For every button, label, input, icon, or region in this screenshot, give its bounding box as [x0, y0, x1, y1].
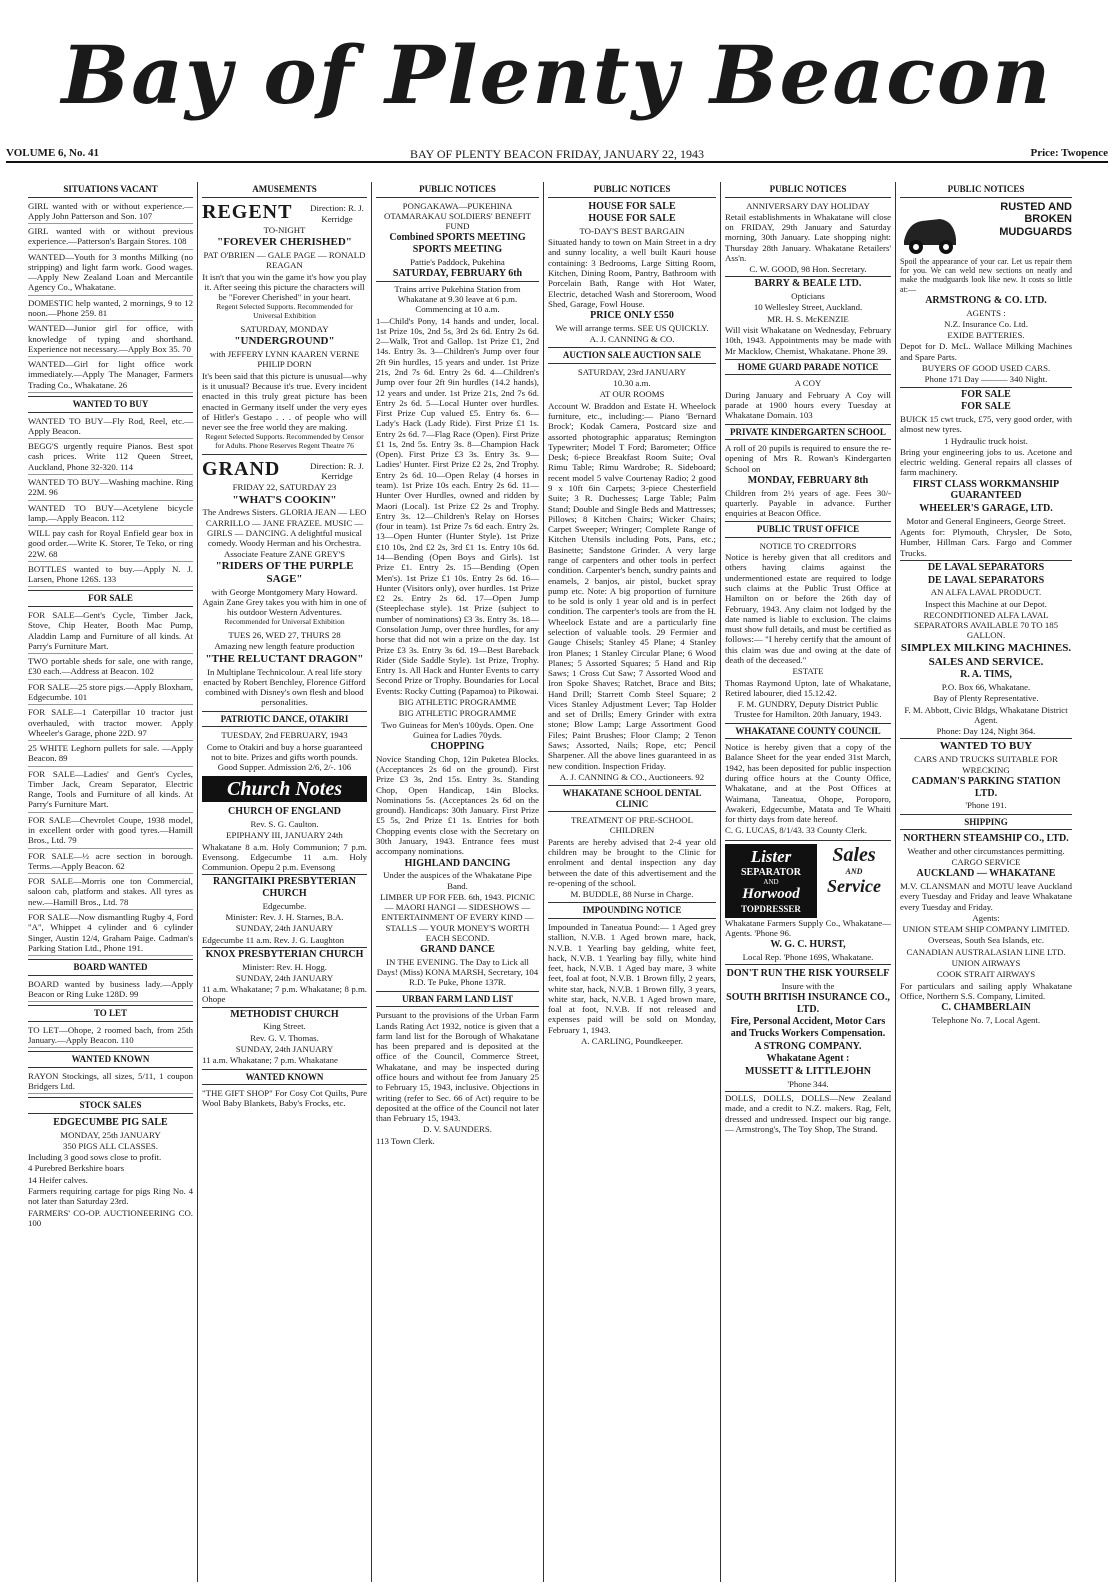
sale-signature: FARMERS' CO-OP. AUCTIONEERING CO. 100	[28, 1207, 193, 1228]
film-title: "FOREVER CHERISHED"	[217, 236, 352, 249]
lister-ad	[725, 840, 891, 918]
classified-ad: WANTED—Junior girl for office, with knowledge of typing and shorthand. Experience not necessary.—Apply Box 35. 70	[28, 323, 193, 357]
column-rule	[720, 182, 721, 1582]
film-text: It's been said that this picture is unusual—why is it unusual? Because it's true. Every incident enacted in this truly great picture has been enacted in Germany itself under the very eyes of Hitler's Gestapo . . . of people who will never see the free world they are making.	[202, 370, 367, 433]
notice-signature: C. W. GOOD, 98 Hon. Secretary.	[725, 264, 891, 277]
ad-text: P.O. Box 66, Whakatane.	[941, 682, 1031, 693]
notice-text: IN THE EVENING. The Day to Lick all Days! (Miss) KONA MARSH, Secretary, 104 R.D. Te Puke, Phone 137R.	[376, 956, 539, 988]
insurance-text: Whakatane Agent :	[766, 1053, 850, 1065]
ad-name: W. G. C. HURST,	[770, 939, 846, 951]
classified-ad: BOARD wanted by business lady.—Apply Beacon or Ring Luke 128D. 99	[28, 979, 193, 1003]
notice-text: Impounded in Taneatua Pound:— 1 Aged grey stallion, N.V.B. 1 Aged brown mare, hack, N.V.B. 1 Yearling bay gelding, white feet, hack, N.V.B. 1 Yearling bay filly, white hind feet, hack, N.V.B. 1 Aged bay mare, 3 white feet, foal at foot, N.V.B. 1 Brown filly, 2 years, white star, hack, N.V.B. 1 Brown filly, 3 years, white star, hack, N.V.B. 1 Aged brown mare, foal at foot, N.V.B. If not released and expenses paid will be sold on Monday, February 1, 1943.	[548, 921, 716, 1035]
ad-heading: SALES AND SERVICE.	[928, 655, 1044, 668]
classified-ad: WANTED TO BUY—Washing machine. Ring 22M. 96	[28, 477, 193, 501]
masthead	[0, 0, 1114, 150]
classified-ad: TWO portable sheds for sale, one with range, £30 each.—Address at Beacon. 102	[28, 656, 193, 680]
ad-text: Spoil the appearance of your car. Let us repair them for you. We can weld new sections on neatly and make the mudguards look like new. It costs so little at:—	[900, 256, 1072, 294]
ad-heading: CARGO SERVICE	[951, 857, 1021, 868]
ad-text: 1 Hydraulic truck hoist.	[944, 435, 1028, 446]
regent-header	[202, 201, 367, 224]
section-heading: PUBLIC NOTICES	[725, 182, 891, 198]
ad-text: Bay of Plenty Representative.	[933, 693, 1039, 704]
film-title: "WHAT'S COOKIN"	[232, 493, 337, 506]
classified-ad: FOR SALE—Morris one ton Commercial, saloon cab, platform and stakes. All tyres as new.—Hamill Bros., Ltd. 78	[28, 876, 193, 910]
company-name: CADMAN'S PARKING STATION LTD.	[911, 775, 1061, 799]
film-text: It isn't that you win the game it's how you play it. After seeing this picture the characters will be "Forever Cherished" in your heart.	[202, 271, 367, 303]
company-name: NORTHERN STEAMSHIP CO., LTD.	[903, 833, 1069, 845]
section-heading: WANTED KNOWN	[28, 1051, 193, 1068]
company-name: ARMSTRONG & CO. LTD.	[925, 294, 1047, 306]
ad-text: M.V. CLANSMAN and MOTU leave Auckland every Tuesday and Friday and leave Whakatane every Tuesday and Friday.	[900, 880, 1072, 912]
film-support: Regent Selected Supports. Recommended for Universal Exhibition	[216, 302, 353, 321]
ad-text: BUICK 15 cwt truck, £75, very good order, with almost new tyres.	[900, 413, 1072, 435]
church-date: SUNDAY, 24th JANUARY	[235, 923, 334, 934]
church-services: 11 a.m. Whakatane; 7 p.m. Whakatane	[202, 1055, 338, 1066]
classified-ad: FOR SALE—Chevrolet Coupe, 1938 model, in excellent order with good tyres.—Hamill Bros., Ltd. 79	[28, 815, 193, 849]
church-notes-banner: Church Notes	[202, 776, 367, 802]
ad-heading: SIMPLEX MILKING MACHINES.	[900, 641, 1072, 654]
classified-ad: WANTED—Youth for 3 months Milking (no stripping) and light farm work. Good wages.—Apply New Zealand Loan and Mercantile Agency Co., Whakatane.	[28, 252, 193, 296]
dateline-center: BAY OF PLENTY BEACON FRIDAY, JANUARY 22, 1943	[410, 147, 704, 161]
notice-title: BARRY & BEALE LTD.	[754, 278, 862, 290]
classified-ad: DOLLS, DOLLS, DOLLS—New Zealand made, and a credit to N.Z. makers. Rag, Felt, dressed and undressed. Inspect our big range.— Armstrong's, The Toy Shop, The Strand.	[725, 1093, 891, 1134]
church-services: 11 a.m. Whakatane; 7 p.m. Whakatane; 8 p.m. Ohope	[202, 984, 367, 1008]
classified-ad: DOMESTIC help wanted, 2 mornings, 9 to 12 noon.—Phone 259. 81	[28, 298, 193, 322]
car-icon	[900, 201, 960, 257]
film-title: "UNDERGROUND"	[234, 335, 335, 348]
notice-date: MONDAY, FEBRUARY 8th	[747, 474, 869, 486]
church-date: SUNDAY, 24th JANUARY	[235, 972, 334, 983]
notice-text: We will arrange terms. SEE US QUICKLY.	[555, 322, 709, 333]
notice-signature: C. G. LUCAS, 8/1/43. 33 County Clerk.	[725, 825, 867, 836]
showtime: TUES 26, WED 27, THURS 28	[228, 630, 341, 641]
notice-signature: M. BUDDLE, 88 Nurse in Charge.	[570, 889, 694, 900]
ad-text: For particulars and sailing apply Whakatane Office, Northern S.S. Company, Limited.	[900, 980, 1072, 1001]
notice-signature: A. CARLING, Poundkeeper.	[581, 1036, 683, 1047]
ad-text: N.Z. Insurance Co. Ltd.	[944, 318, 1028, 329]
section-heading: PUBLIC TRUST OFFICE	[725, 521, 891, 538]
insurance-text: Insure with the	[781, 980, 835, 991]
film-title: "THE RELUCTANT DRAGON"	[205, 652, 364, 665]
service-word: Service	[827, 876, 881, 897]
notice-subtitle: TREATMENT OF PRE-SCHOOL CHILDREN	[570, 815, 694, 836]
insurance-phone: 'Phone 344.	[725, 1079, 891, 1092]
notice-text: LIMBER UP FOR FEB. 6th, 1943. PICNIC — MAORI HANGI — SIDESHOWS — ENTERTAINMENT OF EVERY KIND — STALLS — YOUR MONEY'S WORTH EACH SECOND.	[380, 891, 535, 943]
ad-name: C. CHAMBERLAIN	[941, 1002, 1031, 1014]
ad-text: CARS AND TRUCKS SUITABLE FOR WRECKING	[914, 754, 1058, 775]
dateline-volume: VOLUME 6, No. 41	[6, 147, 99, 159]
section-heading: STOCK SALES	[28, 1097, 193, 1114]
classified-ad: FOR SALE—½ acre section in borough. Terms.—Apply Beacon. 62	[28, 851, 193, 875]
ad-heading: Agents:	[972, 912, 1000, 923]
film-support: Regent Selected Supports. Recommended by Censor for Adults. Phone Reserves Regent Theatre 76	[202, 433, 367, 455]
column-rule	[543, 182, 544, 1582]
notice-heading: HIGHLAND DANCING	[404, 857, 511, 869]
church-name: CHURCH OF ENGLAND	[228, 806, 341, 818]
masthead-title: Bay of Plenty Beacon	[61, 28, 1053, 122]
section-heading: PATRIOTIC DANCE, OTAKIRI	[202, 711, 367, 728]
notice-name: MR. H. S. McKENZIE	[767, 313, 849, 324]
ad-text: Weather and other circumstances permitting.	[907, 845, 1065, 856]
ad-text: UNION STEAM SHIP COMPANY LIMITED.	[902, 924, 1070, 935]
headline-line: BROKEN	[1024, 213, 1072, 226]
ad-text: RECONDITIONED ALFA LAVAL SEPARATORS AVAILABLE 70 TO 185 GALLON.	[913, 609, 1059, 641]
horwood-brand: Horwood	[742, 886, 800, 903]
ad-heading: DE LAVAL SEPARATORS	[927, 561, 1045, 573]
ad-text: Overseas, South Sea Islands, etc.	[927, 935, 1045, 946]
notice-title: HOUSE FOR SALE	[588, 213, 676, 225]
notice-text: Notice is hereby given that a copy of the Balance Sheet for the year ended 31st March, 1942, has been deposited for public inspection during office hours at the County Office, Whakatane, and at the Post Offices at Waimana, Taneatua, Ohope, Poroporo, Awakeri, Edgecumbe, Matata and Te Whaiti for thirty days from date hereof.	[725, 742, 891, 825]
insurance-heading: DON'T RUN THE RISK YOURSELF	[726, 968, 890, 980]
church-services: Edgecumbe 11 a.m. Rev. J. G. Laughton	[202, 935, 367, 948]
insurance-text: A STRONG COMPANY.	[754, 1040, 862, 1052]
column-public-notices-4	[900, 182, 1072, 1582]
notice-signature: 113 Town Clerk.	[376, 1135, 435, 1146]
section-heading: PUBLIC NOTICES	[900, 182, 1072, 198]
church-services: Whakatane 8 a.m. Holy Communion; 7 p.m. Evensong. Edgecumbe 11 a.m. Holy Communion. Opepu 2 p.m. Evensong	[202, 842, 367, 876]
church-place: Edgecumbe.	[262, 900, 307, 911]
church-name: RANGITAIKI PRESBYTERIAN CHURCH	[213, 876, 356, 900]
ad-heading: FOR SALE	[961, 388, 1011, 400]
church-place: King Street.	[263, 1021, 306, 1032]
sales-word: Sales	[832, 843, 876, 866]
mudguard-headline	[960, 201, 1072, 257]
sales-service	[817, 844, 891, 918]
notice-text: Situated handy to town on Main Street in a dry and sunny locality, a well built Kauri house containing: 3 Bedrooms, Large Sitting Room, Kitchen, Dining Room, Pantry, Bathroom with Porcelain Bath, Range with Hot Water, Electric, detached Wash and Storeroom, Wood Shed, Garage, Fowl House.	[548, 237, 716, 309]
ad-text: EXIDE BATTERIES.	[947, 330, 1025, 341]
sale-line: 14 Heifer calves.	[28, 1174, 88, 1185]
ad-heading: AUCKLAND — WHAKATANE	[916, 868, 1056, 880]
ad-text: COOK STRAIT AIRWAYS	[936, 969, 1036, 980]
classified-ad: WANTED TO BUY—Fly Rod, Reel, etc.—Apply Beacon.	[28, 416, 193, 440]
section-heading: WHAKATANE SCHOOL DENTAL CLINIC	[548, 785, 716, 812]
mudguard-ad	[900, 201, 1072, 257]
ad-text: Depot for D. McL. Wallace Milking Machines and Spare Parts.	[900, 341, 1072, 362]
notice-title: PONGAKAWA—PUKEHINA OTAMARAKAU SOLDIERS' BENEFIT FUND	[383, 200, 531, 232]
lister-logo	[725, 844, 817, 918]
sale-date: MONDAY, 25th JANUARY	[60, 1129, 161, 1140]
notice-place: AT OUR ROOMS	[599, 389, 665, 400]
classified-ad: WILL pay cash for Royal Enfield gear box in good order.—Write K. Storer, Te Teko, or ring 22W. 68	[28, 528, 193, 562]
column-public-notices-2	[548, 182, 716, 1582]
ad-text: CANADIAN AUSTRALASIAN LINE LTD.	[906, 946, 1066, 957]
notice-text: Children from 2½ years of age. Fees 30/- quarterly. Payable in advance. Further enquiries at Beacon Office.	[725, 487, 891, 519]
notice-text: Trains arrive Pukehina Station from Whakatane at 9.30 leave at 6 p.m. Commencing at 10 a.m.	[376, 281, 539, 315]
notice-title: HOUSE FOR SALE	[588, 200, 676, 212]
section-heading: AMUSEMENTS	[202, 182, 367, 198]
section-heading: PUBLIC NOTICES	[376, 182, 539, 198]
classified-ad: FOR SALE—25 store pigs.—Apply Bloxham, Edgecumbe. 101	[28, 682, 193, 706]
notice-signature: D. V. SAUNDERS.	[423, 1124, 492, 1135]
classified-ad: WANTED TO BUY—Acetylene bicycle lamp.—Apply Beacon. 112	[28, 503, 193, 527]
ad-text: BUYERS OF GOOD USED CARS.	[921, 363, 1051, 374]
ad-text: AN ALFA LAVAL PRODUCT.	[930, 587, 1042, 598]
section-heading: TO LET	[28, 1005, 193, 1022]
notice-text: Will visit Whakatane on Wednesday, February 10th, 1943. Appointments may be made with Mr Macklow, Chemist, Whakatane. Phone 39.	[725, 325, 891, 356]
church-name: METHODIST CHURCH	[230, 1008, 339, 1020]
film-text: Amazing new length feature production	[214, 641, 355, 652]
lister-product: SEPARATOR	[740, 866, 801, 878]
ad-text: Bring your engineering jobs to us. Acetone and electric welding. General repairs all classes of farm machinery.	[900, 446, 1072, 478]
notice-text: During January and February A Coy will parade at 1900 hours every Tuesday at Whakatane Domain. 103	[725, 389, 891, 421]
notice-place: Pattie's Paddock, Pukehina	[410, 256, 505, 267]
notice-heading: BIG ATHLETIC PROGRAMME	[398, 708, 517, 719]
lister-brand: Lister	[750, 846, 792, 866]
column-rule	[197, 182, 198, 1582]
notice-heading: CHOPPING	[430, 741, 485, 753]
classified-ad: GIRL wanted with or without experience.—Apply John Patterson and Son. 107	[28, 201, 193, 225]
ad-phone: Phone: Day 124, Night 364.	[900, 726, 1072, 739]
column-rule	[895, 182, 896, 1582]
event-list: 1—Child's Pony, 14 hands and under, local. 1st Prize 10s, 2nd 5s, 3rd 2s 6d. Entry 2s 6d. 2—Walk, Trot and Gallop. 1st Prize £1, 2nd 14s. Entry 3s. 3—Children's Jump over four 2ft 9in hurdles, 15 years and under. 1st Prize 21s, 2nd 7s 6d. Entry 2s 6d. 4—Children's Jump over four 2ft 9in hurdles (14.2 hands), 12 years and under. 1st Prize 21s, 2nd 7s 6d. Entry 2s 6d. 5—Local Hunter over hurdles. First Prize Cup valued £5. Entry 6s. 6—Lady's Hack (Lady Ride). First Prize £1 1s. Entry 2s 6d. 7—Flag Race (Open). First Prize £1 1s, 2nd 5s. Entry 3s. 8—Champion Hack (Open). First Prize £3 3s. Entry 3s. 9—Ladies' Hunter. First Prize £2 2s, 2nd Trophy. Entry 2s 6d. 10—Open Relay (4 horses in team). 1st Prize 10s each. Entry 2s 6d. 11—Hunter Over Hurdles, owned and ridden by Maori (Local). 1st Prize £2 2s and Trophy. Entry 3s. 12—Children's Relay on Horses (four in team). 1st Prize 7s 6d each. Entry 2s. 13—Open Hunter (Hunter Style). 1st Prize £10 10s, 2nd £2 2s, 3rd £1 1s. Entry 10s 6d. 14—Bending (Open Boys and Girls). 1st Prize £1. Entry 2s. 15—Bending (Open Men's). 1st Prize £1 10s. Entry 2s 6d. 16—Hunter (Visitors only), over hurdles. 1st Prize £2 2s. Entry 2s 6d. 17—Open Jump (Steeplechase style). 1st Prize (subject to number of nominations) £3 3s. Entry 3s. 18—Consolation Jump, over three hurdles, for any horse that did not win a prize on the day. 1st Prize £3 3s. Entry 3s 6d. 19—Best Bareback Rider (Side Saddle Style). 1st Prize, Trophy. Entry 1s. All Hack and Hunter Events to carry Second Prize or Trophy. Boundaries for Local Events: Rocky Cutting (Papamoa) to Pikowai.	[376, 315, 539, 696]
dateline-price: Price: Twopence	[1030, 147, 1108, 159]
notice-subtitle: NOTICE TO CREDITORS	[759, 540, 857, 551]
section-heading: FOR SALE	[28, 590, 193, 607]
church-minister: Minister: Rev. J. H. Starnes, B.A.	[225, 912, 344, 923]
notice-text: Under the auspices of the Whakatane Pipe Band.	[383, 870, 532, 891]
notice-time: 10.30 a.m.	[613, 378, 651, 389]
ad-name: R. A. TIMS,	[960, 669, 1012, 681]
notice-signature: A. J. CANNING & CO.	[589, 334, 675, 345]
classified-ad: TO LET—Ohope, 2 roomed bach, from 25th January.—Apply Beacon. 110	[28, 1025, 193, 1049]
film-text: with George Montgomery Mary Howard. Again Zane Grey takes you with him in one of his outdoor Western Adventures.	[202, 586, 367, 618]
section-heading: WANTED KNOWN	[202, 1069, 367, 1086]
ad-text: AGENTS :	[966, 307, 1006, 318]
ad-heading: FOR SALE	[961, 401, 1011, 413]
notice-text: A roll of 20 pupils is required to ensure the re-opening of Mrs R. Rowan's Kindergarten School on	[725, 443, 891, 474]
classified-ad: BEGG'S urgently require Pianos. Best spot cash prices. Write 112 Queen Street, Auckland, Phone 32-320. 114	[28, 441, 193, 475]
classified-ad: FOR SALE—Gent's Cycle, Timber Jack, Stove, Chip Heater, Booth Mac Pump, Aladdin Lamp and Furniture of all kinds. At Parry's Furniture Mart.	[28, 610, 193, 654]
notice-subtitle: A COY	[794, 378, 822, 389]
showtime: SATURDAY, MONDAY	[240, 323, 329, 334]
theatre-name: GRAND	[202, 457, 281, 480]
section-heading: SITUATIONS VACANT	[28, 182, 193, 198]
ad-heading: FIRST CLASS WORKMANSHIP GUARANTEED	[912, 478, 1060, 502]
notice-text: Novice Standing Chop, 12in Puketea Blocks. (Acceptances 2s 6d on the ground). First Prize £3 3s, 2nd 15s. Entry 3s. Standing Chop, Open Handicap, 14in Blocks. Nominations 5s. (Acceptances 2s 6d on the ground). Handicaps: 30th January. First Prize £5 5s, 2nd Prize £1 1s. Entries for both Chopping events close with the Secretary on 30th January, 1943. Entrance fees must accompany nominations.	[376, 753, 539, 857]
section-heading: PUBLIC NOTICES	[548, 182, 716, 198]
film-cast: PAT O'BRIEN — GALE PAGE — RONALD REAGAN	[203, 250, 366, 271]
section-heading: WANTED TO BUY	[28, 396, 193, 413]
headline-line: RUSTED AND	[1000, 200, 1072, 213]
church-name: KNOX PRESBYTERIAN CHURCH	[205, 948, 364, 960]
ad-phone: 'Phone 191.	[965, 800, 1007, 811]
section-heading: SHIPPING	[900, 814, 1072, 831]
film-title: "RIDERS OF THE PURPLE SAGE"	[215, 559, 354, 585]
showtime: FRIDAY 22, SATURDAY 23	[232, 482, 337, 493]
lister-and: AND	[763, 878, 779, 887]
notice-text: Pursuant to the provisions of the Urban Farm Lands Rating Act 1932, notice is given that a farm land list for the Borough of Whakatane has been prepared and is deposited at the office of the Council, Commerce Street, Whakatane, and may be inspected during office hours and without fee from January 25 to February 15, 1943, inclusive. Objections in writing (refer to Sec. 66 of Act) require to be deposited at the office of the Council not later than February 15, 1943.	[376, 1010, 539, 1124]
notice-text: 10 Wellesley Street, Auckland.	[753, 302, 863, 313]
notice-heading: BIG ATHLETIC PROGRAMME	[398, 696, 517, 707]
and-word: AND	[845, 867, 863, 877]
notice-text: Parents are hereby advised that 2-4 year old children may be brought to the Clinic for enrolment and dental inspection any day between the date of this advertisement and the re-opening of the school.	[548, 836, 716, 888]
sale-title: EDGECUMBE PIG SALE	[53, 1116, 168, 1128]
sale-line: Farmers requiring cartage for pigs Ring No. 4 not later than Saturday 23rd.	[28, 1185, 193, 1207]
church-minister: Rev. G. V. Thomas.	[250, 1032, 319, 1043]
company-name: WHEELER'S GARAGE, LTD.	[919, 503, 1053, 515]
dance-text: Come to Otakiri and buy a horse guaranteed not to bite. Prizes and gifts worth pounds. Good Supper. Admission 2/6, 2/-. 106	[206, 741, 363, 773]
ad-text: F. M. Abbott, Civic Bldgs, Whakatane District Agent.	[904, 704, 1068, 725]
section-heading: IMPOUNDING NOTICE	[548, 902, 716, 919]
notice-signature: F. M. GUNDRY, Deputy District Public Trustee for Hamilton. 20th January, 1943.	[734, 699, 882, 720]
section-heading: WHAKATANE COUNTY COUNCIL	[725, 723, 891, 740]
classified-ad: FOR SALE—Ladies' and Gent's Cycles, Timber Jack, Cream Separator, Electric Range, Tools and Furniture of all kinds. At Parry's Furniture Mart.	[28, 769, 193, 813]
horwood-product: TOPDRESSER	[741, 904, 801, 915]
dance-date: TUESDAY, 2nd FEBRUARY, 1943	[221, 730, 348, 741]
theatre-direction: Direction: R. J. Kerridge	[310, 460, 364, 482]
notice-title: Combined SPORTS MEETING SPORTS MEETING	[389, 232, 526, 256]
notice-subtitle: Opticians	[791, 291, 825, 302]
church-minister: Rev. S. G. Caulton.	[250, 819, 319, 830]
ad-text: Local Rep. 'Phone 169S, Whakatane.	[725, 952, 891, 965]
ad-text: Inspect this Machine at our Depot.	[925, 598, 1047, 609]
notice-subtitle: ESTATE	[792, 666, 824, 677]
film-support: Recommended for Universal Exhibition	[224, 617, 345, 627]
section-heading: PRIVATE KINDERGARTEN SCHOOL	[725, 424, 891, 441]
notice-heading: GRAND DANCE	[420, 944, 495, 956]
notice-price: PRICE ONLY £550	[590, 310, 674, 322]
ad-text: UNION AIRWAYS	[951, 957, 1021, 968]
classified-ad: 25 WHITE Leghorn pullets for sale. —Apply Beacon. 89	[28, 743, 193, 767]
ad-text: Telephone No. 7, Local Agent.	[931, 1014, 1041, 1025]
ad-heading: WANTED TO BUY	[939, 740, 1033, 753]
insurance-agent: MUSSETT & LITTLEJOHN	[745, 1066, 871, 1078]
church-date: SUNDAY, 24th JANUARY	[235, 1044, 334, 1055]
notice-title: ANNIVERSARY DAY HOLIDAY	[746, 200, 870, 211]
column-public-notices-1	[376, 182, 539, 1582]
sale-line: 350 PIGS ALL CLASSES.	[63, 1140, 158, 1151]
film-cast: with JEFFERY LYNN KAAREN VERNE PHILIP DORN	[209, 349, 360, 370]
church-minister: Minister: Rev. H. Hogg.	[242, 961, 327, 972]
ad-text: Whakatane Farmers Supply Co., Whakatane—Agents. 'Phone 96.	[725, 917, 891, 938]
sale-line: 4 Purebred Berkshire boars	[28, 1163, 125, 1174]
film-text: In Multiplane Technicolour. A real life story enacted by Robert Benchley, Florence Gifford combined with Disney's own flesh and blood personalities.	[203, 666, 366, 708]
dateline	[6, 147, 1108, 163]
classified-ad: GIRL wanted with or without previous experience.—Patterson's Bargain Stores. 108	[28, 226, 193, 250]
headline-line: MUDGUARDS	[999, 226, 1072, 239]
ad-text: Agents for: Plymouth, Chrysler, De Soto, Humber, Hillman Cars. Fargo and Commer Trucks.	[900, 527, 1072, 561]
theatre-name: REGENT	[202, 200, 293, 223]
theatre-direction: Direction: R. J. Kerridge	[310, 203, 364, 224]
section-heading: URBAN FARM LAND LIST	[376, 991, 539, 1008]
notice-text: Thomas Raymond Upton, late of Whakatane, Retired labourer, died 15.12.42.	[725, 677, 891, 698]
column-public-notices-3	[725, 182, 891, 1582]
section-heading: HOME GUARD PARADE NOTICE	[725, 359, 891, 376]
notice-signature: A. J. CANNING & CO., Auctioneers. 92	[559, 771, 705, 782]
insurance-company: SOUTH BRITISH INSURANCE CO., LTD.	[726, 992, 890, 1015]
grand-header	[202, 458, 367, 481]
film-text: The Andrews Sisters. GLORIA JEAN — LEO CARRILLO — JANE FRAZEE. MUSIC — GIRLS — DANCING. A delightful musical comedy. Woody Herman and his Orchestra. Associate Feature ZANE GREY'S	[202, 507, 367, 559]
notice-text: Notice is hereby given that all creditors and others having claims against the undermentioned estate are required to lodge such claims at the Public Trust Office at Hamilton on or before the 26th day of February, 1943. Any claim not lodged by the date named is liable to exclusion. The claims must show full details, and must be certified as follows:— "I hereby certify that the amount of this claim was due and owing at the date of death of the deceased."	[725, 552, 891, 665]
sale-line: Including 3 good sows close to profit.	[28, 1152, 162, 1163]
notice-text: Two Guineas for Men's 100yds. Open. One Guinea for Ladies 70yds.	[381, 719, 534, 740]
classified-ad: WANTED—Girl for light office work immediately.—Apply The Manager, Farmers Trading Co., Whakatane. 26	[28, 359, 193, 393]
section-heading: AUCTION SALE AUCTION SALE	[548, 347, 716, 364]
ad-phone: Phone 171 Day ——— 340 Night.	[900, 374, 1072, 387]
column-amusements	[202, 182, 367, 1582]
notice-text: Retail establishments in Whakatane will close on FRIDAY, 29th January and Saturday morning, 30th January. Late shopping night: Thursday 28th January. Whakatane Retailers' Ass'n.	[725, 211, 891, 263]
notice-subtitle: TO-DAY'S BEST BARGAIN	[579, 225, 685, 236]
classified-ad: "THE GIFT SHOP" For Cosy Cot Quilts, Pure Wool Baby Blankets, Baby's Frocks, etc.	[202, 1088, 367, 1109]
column-rule	[371, 182, 372, 1582]
classified-ad: FOR SALE—Now dismantling Rugby 4, Ford "A", Whippet 4 cylinder and 6 cylinder Singer, Austin 12/4, Graham Paige. Cadman's Parking Station Ltd., Phone 191.	[28, 912, 193, 956]
notice-date: SATURDAY, FEBRUARY 6th	[392, 268, 523, 280]
ad-heading: DE LAVAL SEPARATORS	[927, 574, 1045, 586]
classified-ad: FOR SALE—1 Caterpillar 10 tractor just overhauled, with tractor mower. Apply Wheeler's Garage, phone 22D. 97	[28, 707, 193, 741]
church-date: EPIPHANY III, JANUARY 24th	[226, 830, 343, 841]
notice-date: SATURDAY, 23rd JANUARY	[577, 366, 687, 377]
column-classifieds	[28, 182, 193, 1582]
ad-text: Motor and General Engineers, George Street.	[906, 515, 1066, 526]
classified-ad: RAYON Stockings, all sizes, 5/11, 1 coupon Bridgers Ltd.	[28, 1071, 193, 1095]
showtime: TO-NIGHT	[263, 224, 306, 235]
section-heading: BOARD WANTED	[28, 959, 193, 976]
notice-text: Account W. Braddon and Estate H. Wheelock furniture, etc., including:— Piano 'Bernard Brock'; Kodak Camera, Postcard size and assorted photographic apparatus; Remington Typewriter; Model T Ford; Barometer; Office Desk; 6-piece Breakfast Room Suite; Oval Rimu Table; Rimu Wardrobe; R. Sideboard; recent model 5 valve Courtenay Radio; 2 good 9 x 10ft 6in Carpets; 3-piece Chesterfield Suite; 3 R. Duchesses; Large Table; Palm Stand; Double and Single Beds and Mattresses; Pillows; 8 Kitchen Chairs; Wicker Chairs; Carpet Sweeper; Wringer; Complete Range of Kitchen Utensils including Pots, Pans, etc.; Basinette; Sandstone Grinder. A very large range of carpenters and other tools in perfect condition. Carpenter's bench, sundry paints and enamels, 2 banjos, air pistol, bucket spray pump etc. Note: A big proportion of furniture to be sold is only 1 year old and is in perfect condition. The carpenter's tools are from the H. Wheelock Estate and are a particularly fine selection of valuable tools. 29 Fermier and Gauge Chisels; Stanley 45 Plane; 4 Stanley Iron Planes; 1 Stanley Circular Plane; 6 Wood Planes; 5 Assorted Squares; 5 Hand and Rip Saws; 1 Cross Cut Saw; 7 Assorted Wood and Iron Spoke Shaves; Ratchet, Brace and Bits; Hand Drill; Starrett Comb Steel Square; 2 Vices Stanley Adjustment Lever; Tap Holder and set of Drills; Emery Grinder with extra stone; Blow Lamp; Large Assortment Good Files; Paint Brushes; Floor Clamp; 2 Tenon Saws; Assorted, Nails; Rope, etc; Pencil Sharpener. All the above lines guaranteed in as new condition. Inspection Friday.	[548, 400, 716, 771]
insurance-text: Fire, Personal Accident, Motor Cars and Trucks Workers Compensation.	[730, 1016, 886, 1040]
classified-ad: BOTTLES wanted to buy.—Apply N. J. Larsen, Phone 126S. 133	[28, 564, 193, 588]
